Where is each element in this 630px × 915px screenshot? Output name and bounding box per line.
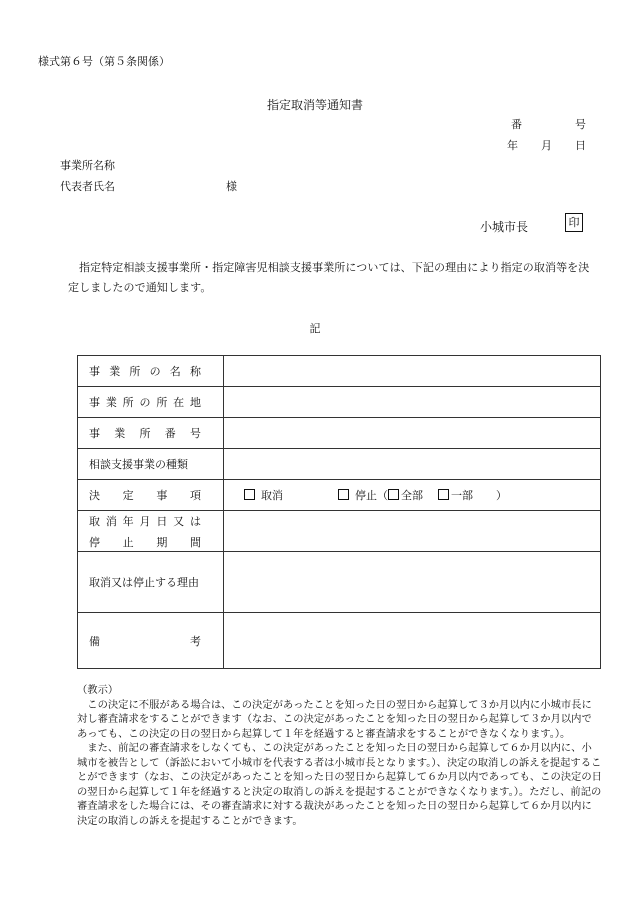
office-number-cell[interactable] — [224, 418, 601, 449]
remarks-cell[interactable] — [224, 613, 601, 669]
office-name-cell[interactable] — [224, 356, 601, 387]
representative-name-label: 代表者氏名 — [60, 180, 115, 193]
suspend-all-checkbox[interactable] — [388, 489, 399, 500]
reason-cell[interactable] — [224, 552, 601, 613]
table-row — [78, 449, 601, 480]
suspend-all-label: 全部 — [401, 489, 423, 502]
notice-heading: （教示） — [77, 684, 119, 696]
date-year-label: 年 — [507, 139, 518, 152]
row-label-reason: 取消又は停止する理由 — [78, 552, 224, 613]
notice-paragraph-2: また、前記の審査請求をしなくても、この決定があったことを知った日の翌日から起算して６か月以内に、小城市を被告として（訴訟において小城市を代表する者は小城市長となります。）、決定の取消しの訴えを提起することができます（なお、この決定があったことを知った日の翌日から起算して６か月以内であっても、この決定の日の翌日から起算して１年を経過すると決定の取消しの訴えを提起することができなくなります。）。ただし、前記の審査請求をした場合には、その審査請求に対する裁決があったことを知った日の翌日から起算して６か月以内に決定の取消しの訴えを提起することができます。 — [77, 742, 602, 827]
sender-mayor: 小城市長 — [480, 220, 529, 234]
table-row — [78, 480, 601, 511]
date-or-period-cell[interactable] — [224, 511, 601, 552]
seal-stamp: 印 — [565, 213, 583, 232]
document-number-line — [511, 116, 586, 132]
table-row — [78, 356, 601, 387]
ki-heading: 記 — [309, 322, 321, 335]
office-name-label: 事業所名称 — [60, 159, 115, 172]
row-label-office-name: 事 業 所 の 名 称 — [78, 356, 224, 387]
row-label-decision: 決 定 事 項 — [78, 480, 224, 511]
table-row — [78, 418, 601, 449]
number-label-ban: 番 — [511, 118, 522, 131]
details-table — [77, 355, 601, 669]
table-row — [78, 613, 601, 669]
date-line — [507, 137, 586, 153]
number-label-go: 号 — [575, 118, 586, 131]
date-day-label: 日 — [575, 139, 586, 152]
document-title: 指定取消等通知書 — [266, 98, 363, 112]
suspend-partial-label: 一部 — [451, 489, 473, 502]
form-number: 様式第６号（第５条関係） — [38, 55, 170, 68]
suspend-option-label: 停止（ — [355, 489, 388, 502]
table-row — [78, 511, 601, 552]
appeal-notice — [77, 683, 602, 828]
row-label-remarks: 備 考 — [78, 613, 224, 669]
row-label-office-number: 事 業 所 番 号 — [78, 418, 224, 449]
honorific-label: 様 — [226, 180, 237, 193]
notice-paragraph-1: この決定に不服がある場合は、この決定があったことを知った日の翌日から起算して３か月以内に小城市長に対し審査請求をすることができます（なお、この決定があったことを知った日の翌日から起算して３か月以内であっても、この決定の日の翌日から起算して１年を経過すると審査請求をすることができなくなります。）。 — [77, 698, 592, 740]
suspend-partial-checkbox[interactable] — [438, 489, 449, 500]
cancel-option-label: 取消 — [261, 489, 283, 502]
suspend-checkbox[interactable] — [338, 489, 349, 500]
row-label-office-address: 事 業 所 の 所 在 地 — [78, 387, 224, 418]
table-row — [78, 552, 601, 613]
notification-body: 指定特定相談支援事業所・指定障害児相談支援事業所については、下記の理由により指定の取消等を決定しましたので通知します。 — [68, 261, 590, 294]
date-month-label: 月 — [541, 139, 552, 152]
row-label-service-type: 相談支援事業の種類 — [78, 449, 224, 480]
suspend-close-paren: ） — [496, 489, 507, 502]
table-row — [78, 387, 601, 418]
office-address-cell[interactable] — [224, 387, 601, 418]
cancel-checkbox[interactable] — [244, 489, 255, 500]
row-label-date-or-period: 取 消 年 月 日 又 は 停 止 期 間 — [78, 511, 224, 552]
decision-options-cell — [224, 480, 601, 511]
service-type-cell[interactable] — [224, 449, 601, 480]
